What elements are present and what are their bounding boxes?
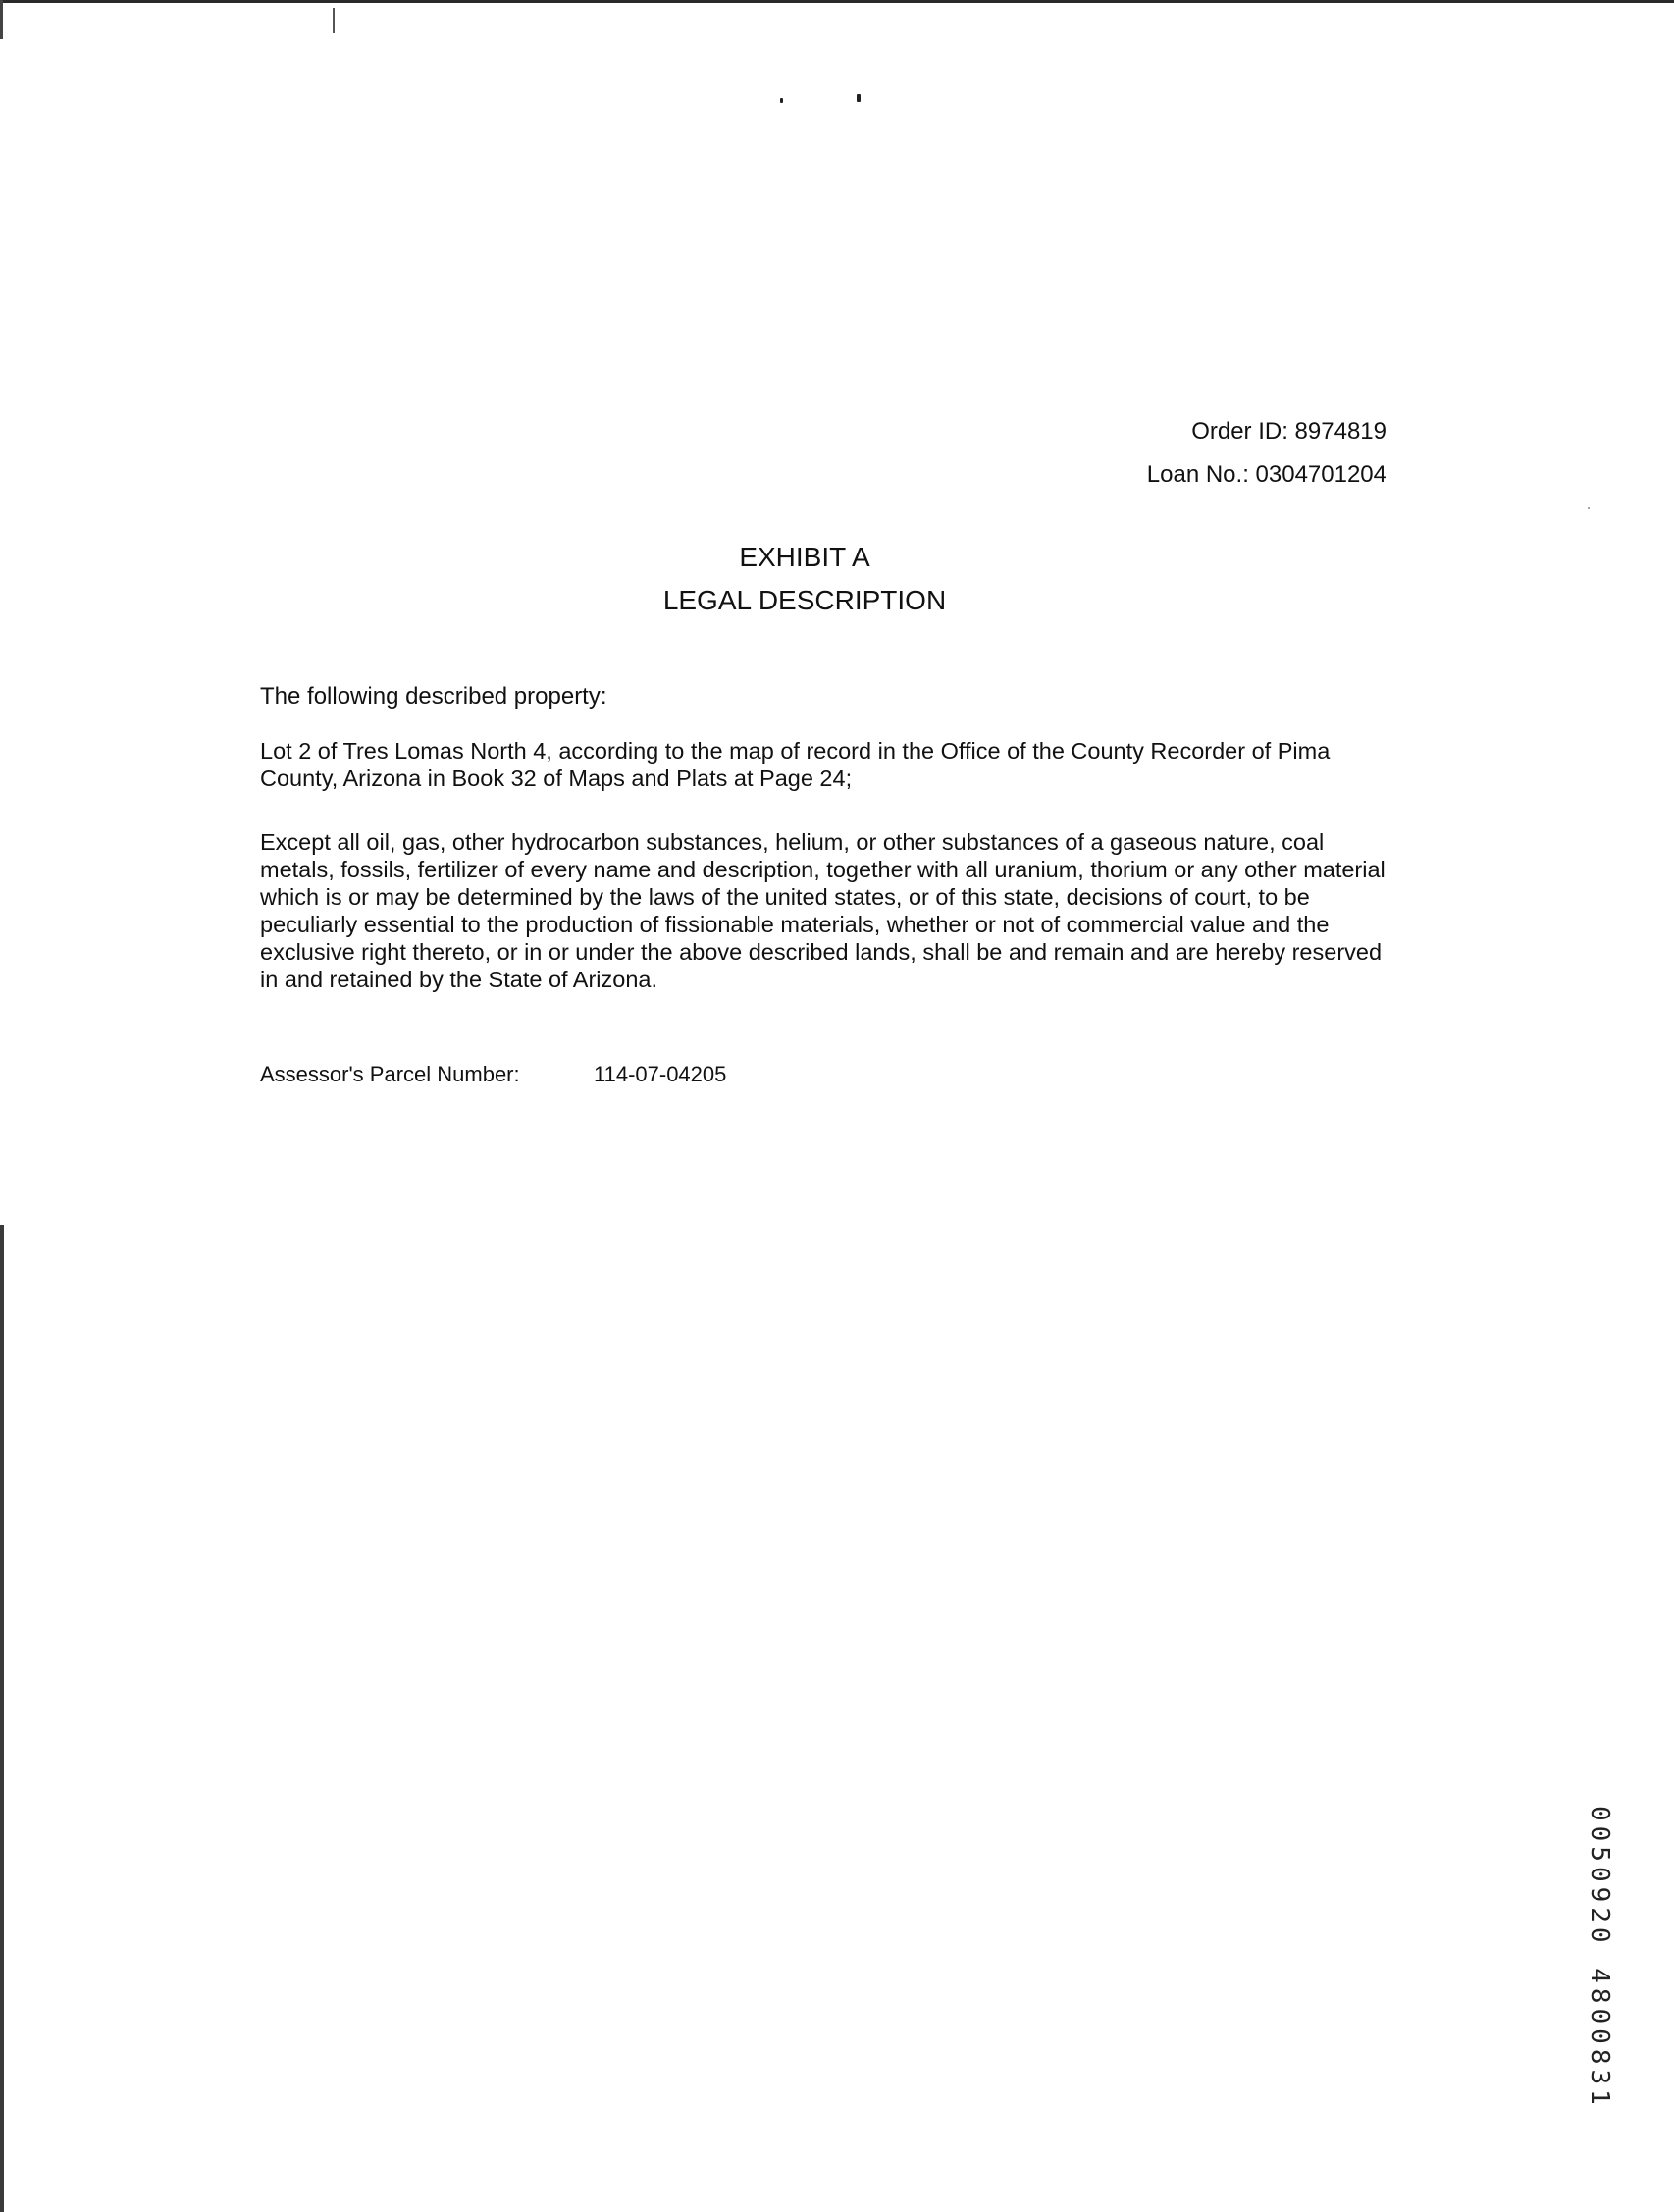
order-id: Order ID: 8974819 [1191, 418, 1386, 445]
mineral-reservation-paragraph: Except all oil, gas, other hydrocarbon substances, helium, or other substances of a gaseous nature, coal metals, fossils, fertilizer of every name and description, together with all uranium, thorium or any other material which is or may be determined by the laws of the united states, or of this state, decisions of court, to be peculiarly essential to the production of fissionable materials, whether or not of commercial value and the exclusive right thereto, or in or under the above described lands, shall be and remain and are hereby reserved in and retained by the State of Arizona. [260, 829, 1386, 992]
margin-recording-stamp: 0050920 4800831 [1585, 1806, 1614, 2110]
exhibit-subtitle: LEGAL DESCRIPTION [662, 585, 947, 615]
parcel-number-label: Assessor's Parcel Number: [260, 1062, 520, 1086]
scan-edge-top [0, 0, 1674, 3]
scan-speck [780, 98, 783, 103]
scan-mark [333, 8, 335, 33]
scan-speck [1588, 507, 1590, 509]
loan-number: Loan No.: 0304701204 [1146, 461, 1386, 488]
parcel-number-value: 114-07-04205 [594, 1062, 727, 1086]
scan-speck [857, 94, 861, 102]
scan-edge-left [0, 1225, 4, 2212]
intro-text: The following described property: [260, 683, 607, 710]
lot-description-paragraph: Lot 2 of Tres Lomas North 4, according to the map of record in the Office of the County Recorder of Pima County, Arizona in Book 32 of Maps and Plats at Page 24; [260, 738, 1331, 791]
scan-edge-left-top [0, 0, 3, 39]
exhibit-title: EXHIBIT A [739, 542, 870, 572]
